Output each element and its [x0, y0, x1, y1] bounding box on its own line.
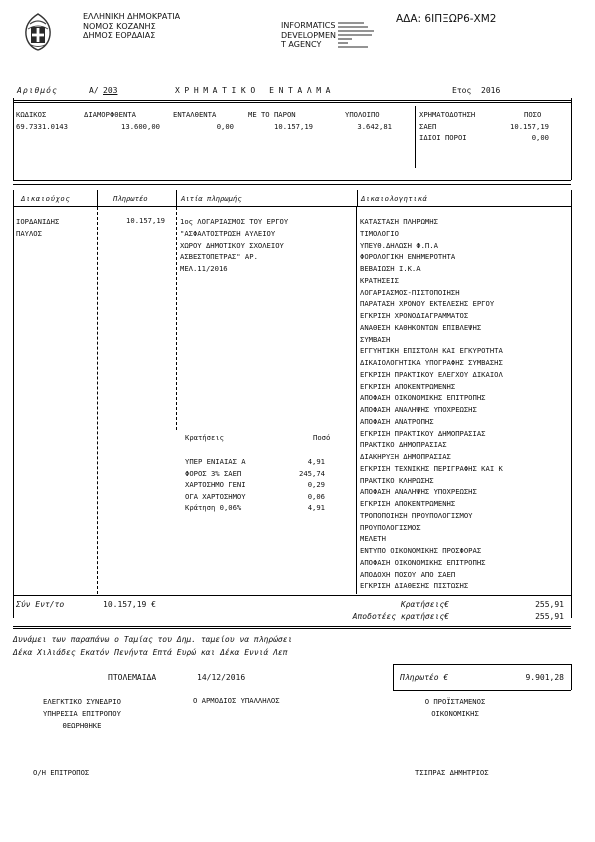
document-item: ΑΠΟΦΑΣΗ ΑΝΑΛΗΨΗΣ ΥΠΟΧΡΕΩΣΗΣ	[360, 405, 477, 414]
dash-rule	[97, 207, 98, 594]
deductions-total-value: 255,91	[535, 600, 564, 609]
sum-label: Σύν Εντ/το	[16, 600, 65, 609]
rule	[13, 100, 571, 101]
beneficiary-name	[16, 216, 59, 240]
funding-amount: 0,00	[531, 133, 549, 142]
deduction-amount: 0,29	[307, 480, 325, 490]
rule	[356, 206, 357, 594]
rule	[13, 180, 571, 181]
reason-line: ΧΩΡΟΥ ΔΗΜΟΤΙΚΟΥ ΣΧΟΛΕΙΟΥ	[180, 240, 284, 250]
document-item: ΕΝΤΥΠΟ ΟΙΚΟΝΟΜΙΚΗΣ ΠΡΟΣΦΟΡΑΣ	[360, 546, 482, 555]
deduction-amount: 0,06	[307, 491, 325, 501]
document-item: ΣΥΜΒΑΣΗ	[360, 334, 391, 344]
document-item: ΤΙΜΟΛΟΓΙΟ	[360, 228, 399, 238]
number-value: 203	[103, 86, 118, 95]
payment-reason	[180, 216, 288, 275]
document-item: ΠΑΡΑΤΑΣΗ ΧΡΟΝΟΥ ΕΚΤΕΛΕΣΗΣ ΕΡΓΟΥ	[360, 299, 495, 309]
authority-municipality: ΔΗΜΟΣ ΕΟΡΔΑΙΑΣ	[83, 31, 156, 41]
deduction-row	[185, 479, 325, 491]
head-line: ΟΙΚΟΝΟΜΙΚΗΣ	[431, 709, 479, 718]
reason-line: "ΑΣΦΑΛΤΟΣΤΡΩΣΗ ΑΥΛΕΙΟΥ	[180, 228, 276, 238]
rule	[13, 626, 571, 627]
payable-header: Πληρωτέο	[113, 194, 148, 203]
budget-current-value: 10.157,19	[274, 122, 313, 131]
authority-prefecture: ΝΟΜΟΣ ΚΟΖΑΝΗΣ	[83, 21, 156, 31]
ada-code: ΑΔΑ: 6ΙΠΞΩΡ6-ΧΜ2	[396, 13, 497, 25]
document-item: ΕΓΚΡΙΣΗ ΑΠΟΚΕΝΤΡΩΜΕΝΗΣ	[360, 381, 456, 391]
document-item: ΥΠΕΥΘ.ΔΗΛΩΣΗ Φ.Π.Α	[360, 240, 438, 250]
document-item: ΠΡΑΚΤΙΚΟ ΚΛΗΡΩΣΗΣ	[360, 475, 434, 485]
document-item: ΑΠΟΦΑΣΗ ΑΝΑΛΗΨΗΣ ΥΠΟΧΡΕΩΣΗΣ	[360, 487, 477, 497]
budget-code-header: ΚΩΔΙΚΟΣ	[16, 110, 47, 119]
rule	[415, 106, 416, 168]
audit-stamp	[33, 696, 131, 732]
reason-line: ΜΕΛ.11/2016	[180, 264, 228, 273]
head-line: Ο ΠΡΟΪΣΤΑΜΕΝΟΣ	[424, 697, 486, 706]
number-label: Αριθμός	[17, 86, 58, 95]
document-item: ΕΓΚΡΙΣΗ ΤΕΧΝΙΚΗΣ ΠΕΡΙΓΡΑΦΗΣ ΚΑΙ Κ	[360, 463, 503, 473]
documents-list	[360, 216, 503, 592]
budget-current-header: ΜΕ ΤΟ ΠΑΡΟΝ	[248, 110, 296, 119]
reason-line: ΑΣΒΕΣΤΟΠΕΤΡΑΣ" ΑΡ.	[180, 252, 258, 262]
funding-amount: 10.157,19	[510, 122, 549, 131]
deduction-name: ΥΠΕΡ ΕΝΙΑΙΑΣ Α	[185, 457, 246, 466]
deduction-amount: 4,91	[307, 503, 325, 513]
returned-deductions-label: Αποδοτέες κρατήσεις€	[352, 612, 449, 621]
document-item: ΕΓΚΡΙΣΗ ΠΡΑΚΤΙΚΟΥ ΔΗΜΟΠΡΑΣΙΑΣ	[360, 428, 486, 438]
document-item: ΦΟΡΟΛΟΓΙΚΗ ΕΝΗΜΕΡΟΤΗΤΑ	[360, 252, 456, 262]
document-item: ΜΕΛΕΤΗ	[360, 534, 386, 544]
document-item: ΤΡΟΠΟΠΟΙΗΣΗ ΠΡΟΥΠΟΛΟΓΙΣΜΟΥ	[360, 510, 473, 520]
deduction-name: ΧΑΡΤΟΣΗΜΟ ΓΕΝΙ	[185, 480, 246, 490]
year-value: 2016	[481, 86, 501, 95]
ida-logo-smallprint	[338, 21, 378, 59]
audit-line: ΥΠΗΡΕΣΙΑ ΕΠΙΤΡΟΠΟΥ	[43, 709, 121, 718]
document-title: ΧΡΗΜΑΤΙΚΟ ΕΝΤΑΛΜΑ	[175, 86, 336, 95]
commissioner-signature: Ο/Η ΕΠΙΤΡΟΠΟΣ	[33, 768, 90, 777]
document-item: ΕΓΚΡΙΣΗ ΔΙΑΘΕΣΗΣ ΠΙΣΤΩΣΗΣ	[360, 581, 469, 591]
smallprint-lines-icon	[338, 21, 378, 55]
budget-committed-value: 0,00	[216, 122, 234, 131]
authority-country: ΕΛΛΗΝΙΚΗ ΔΗΜΟΚΡΑΤΙΑ	[83, 12, 181, 21]
number-prefix: Α/	[89, 86, 99, 95]
rule	[571, 98, 572, 180]
amount-in-words: Δέκα Χιλιάδες Εκατόν Πενήντα Επτά Ευρώ και Δέκα Εννιά Λεπ	[13, 648, 288, 657]
clerk-signature: Ο ΑΡΜΟΔΙΟΣ ΥΠΑΛΛΗΛΟΣ	[193, 696, 280, 705]
document-item: ΛΟΓΑΡΙΑΣΜΟΣ-ΠΙΣΤΟΠΟΙΗΣΗ	[360, 287, 460, 297]
deduction-row	[185, 468, 325, 480]
deduction-row	[185, 491, 325, 503]
year-label: Ετος	[452, 86, 472, 95]
rule	[176, 190, 177, 206]
rule	[13, 628, 571, 629]
payable-amount: 10.157,19	[126, 216, 165, 225]
rule	[393, 664, 571, 665]
deduction-amount: 4,91	[307, 457, 325, 466]
document-item: ΑΠΟΦΑΣΗ ΑΝΑΤΡΟΠΗΣ	[360, 416, 434, 426]
ida-logo-line: INFORMATICS	[281, 21, 336, 30]
rule	[571, 190, 572, 618]
beneficiary-surname: ΙΟΡΔΑΝΙΔΗΣ	[16, 217, 60, 226]
funding-source: ΙΔΙΟΙ ΠΟΡΟΙ	[419, 133, 467, 142]
document-item: ΕΓΚΡΙΣΗ ΠΡΑΚΤΙΚΟΥ ΕΛΕΓΧΟΥ ΔΙΚΑΙΟΛ	[360, 369, 503, 379]
rule	[571, 664, 572, 690]
returned-deductions-value: 255,91	[535, 612, 564, 621]
document-item: ΠΡΑΚΤΙΚΟ ΔΗΜΟΠΡΑΣΙΑΣ	[360, 440, 447, 450]
document-item: ΕΓΚΡΙΣΗ ΑΠΟΚΕΝΤΡΩΜΕΝΗΣ	[360, 499, 456, 508]
signer-name: ΤΣΙΠΡΑΣ ΔΗΜΗΤΡΙΟΣ	[415, 768, 489, 777]
coat-of-arms	[22, 13, 54, 51]
sum-value: 10.157,19 €	[103, 600, 156, 609]
reason-line: 1ος ΛΟΓΑΡΙΑΣΜΟΣ ΤΟΥ ΕΡΓΟΥ	[180, 217, 289, 226]
rule	[393, 690, 571, 691]
audit-line: ΘΕΩΡΗΘΗΚΕ	[62, 721, 102, 730]
funding-source: ΣΑΕΠ	[419, 122, 437, 131]
document-item: ΒΕΒΑΙΩΣΗ Ι.Κ.Α	[360, 264, 421, 273]
document-item: ΑΝΑΘΕΣΗ ΚΑΘΗΚΟΝΤΩΝ ΕΠΙΒΛΕΨΗΣ	[360, 322, 482, 332]
document-item: ΠΡΟΥΠΟΛΟΓΙΣΜΟΣ	[360, 522, 421, 532]
rule	[97, 190, 98, 206]
authority-block	[83, 12, 180, 41]
payable-total-label: Πληρωτέο €	[400, 673, 449, 682]
payment-instruction: Δυνάμει των παραπάνω ο Ταμίας του Δημ. ταμείου να πληρώσει	[13, 635, 293, 644]
rule	[13, 190, 14, 618]
beneficiary-header: Δικαιούχος	[21, 194, 71, 203]
funding-header: ΧΡΗΜΑΤΟΔΟΤΗΣΗ	[419, 110, 476, 119]
document-item: ΕΓΓΥΗΤΙΚΗ ΕΠΙΣΤΟΛΗ ΚΑΙ ΕΓΚΥΡΟΤΗΤΑ	[360, 346, 503, 356]
document-item: ΑΠΟΦΑΣΗ ΟΙΚΟΝΟΜΙΚΗΣ ΕΠΙΤΡΟΠΗΣ	[360, 557, 486, 567]
deductions-list	[185, 456, 325, 514]
document-item: ΕΓΚΡΙΣΗ ΧΡΟΝΟΔΙΑΓΡΑΜΜΑΤΟΣ	[360, 311, 469, 320]
payable-total-value: 9.901,28	[525, 673, 564, 682]
deductions-header-amount: Ποσό	[313, 433, 331, 442]
rule	[13, 595, 571, 596]
rule	[393, 664, 394, 690]
document-item: ΚΑΤΑΣΤΑΣΗ ΠΛΗΡΩΜΗΣ	[360, 217, 438, 226]
rule	[13, 184, 571, 185]
deduction-name: ΟΓΑ ΧΑΡΤΟΣΗΜΟΥ	[185, 491, 246, 501]
ida-logo-line: T AGENCY	[281, 40, 322, 50]
budget-committed-header: ΕΝΤΑΛΘΕΝΤΑ	[173, 110, 217, 119]
dash-rule	[176, 207, 177, 430]
budget-shaped-header: ΔΙΑΜΟΡΦΘΕΝΤΑ	[84, 110, 136, 119]
audit-line: ΕΛΕΓΚΤΙΚΟ ΣΥΝΕΔΡΙΟ	[43, 697, 121, 706]
documents-header: Δικαιολογητικά	[361, 194, 428, 203]
rule	[13, 102, 571, 103]
budget-remaining-value: 3.642,81	[357, 122, 392, 131]
document-item: ΚΡΑΤΗΣΕΙΣ	[360, 275, 399, 285]
rule	[13, 206, 571, 207]
deduction-amount: 245,74	[299, 468, 325, 478]
document-item: ΔΙΚΑΙΟΛΟΓΗΤΙΚΑ ΥΠΟΓΡΑΦΗΣ ΣΥΜΒΑΣΗΣ	[360, 358, 503, 367]
deduction-name: ΦΟΡΟΣ 3% ΣΑΕΠ	[185, 468, 242, 478]
reason-header: Αιτία πληρωμής	[181, 194, 242, 203]
ida-logo-line: DEVELOPMEN	[281, 30, 336, 40]
budget-code-value: 69.7331.0143	[16, 122, 68, 131]
document-item: ΔΙΑΚΗΡΥΞΗ ΔΗΜΟΠΡΑΣΙΑΣ	[360, 452, 451, 461]
deductions-header-label: Κρατήσεις	[185, 433, 224, 442]
deduction-row	[185, 502, 325, 514]
budget-remaining-header: ΥΠΟΛΟΙΠΟ	[345, 110, 380, 119]
budget-shaped-value: 13.600,00	[121, 122, 160, 131]
document-item: ΑΠΟΔΟΧΗ ΠΟΣΟΥ ΑΠΟ ΣΑΕΠ	[360, 569, 456, 579]
deductions-total-label: Κρατήσεις€	[400, 600, 449, 609]
deduction-name: Κράτηση 0,06%	[185, 503, 242, 513]
deduction-row	[185, 456, 325, 468]
greek-coat-of-arms-icon	[22, 13, 54, 51]
rule	[13, 98, 14, 180]
ida-logo	[281, 21, 336, 50]
place: ΠΤΟΛΕΜΑΙΔΑ	[108, 673, 157, 682]
document-item: ΑΠΟΦΑΣΗ ΟΙΚΟΝΟΜΙΚΗΣ ΕΠΙΤΡΟΠΗΣ	[360, 393, 486, 403]
beneficiary-firstname: ΠΑΥΛΟΣ	[16, 228, 42, 238]
issue-date: 14/12/2016	[197, 673, 246, 682]
head-signature	[410, 696, 500, 720]
funding-amount-header: ΠΟΣΟ	[524, 110, 542, 119]
rule	[357, 190, 358, 206]
